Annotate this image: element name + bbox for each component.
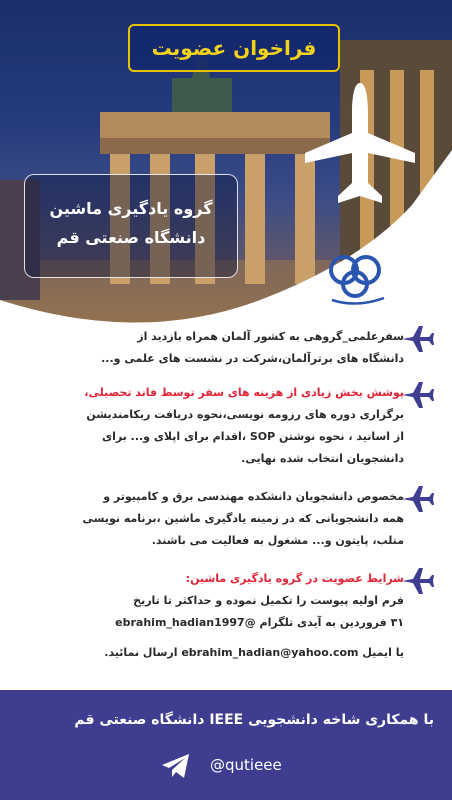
item-1 [8,326,404,370]
item-1-line-1: سفرعلمی_گروهی به کشور آلمان همراه بازدید از [137,330,404,343]
page-title: فراخوان عضویت [128,24,340,72]
airplane-icon [400,380,434,410]
item-2 [8,382,404,470]
item-2-line-2: از اساتید ، نحوه نوشتن SOP ،اقدام برای اپلای و... برای [101,430,404,443]
item-2-line-3: دانشجویان انتخاب شده نهایی. [241,452,404,465]
group-info-box [24,174,238,278]
item-3-line-2: همه دانشجویانی که در زمینه یادگیری ماشین ،برنامه نویسی [82,512,404,525]
item-2-highlight: پوشش بخش زیادی از هزینه های سفر توسط فاند تحصیلی، [84,386,404,399]
item-4-line-2: ۳۱ فروردین به آیدی تلگرام @ebrahim_hadian1997 [115,616,404,629]
item-3-line-1: مخصوص دانشجویان دانشکده مهندسی برق و کامپیوتر و [103,490,404,503]
airplane-icon [400,566,434,596]
university-logo [322,250,392,310]
item-4-line-1: فرم اولیه پیوست را تکمیل نموده و حداکثر تا تاریخ [133,594,404,607]
item-4-line-3: یا ایمیل ebrahim_hadian@yahoo.com ارسال نمائید. [104,646,404,659]
item-4 [8,568,404,664]
university-name: دانشگاه صنعتی قم [56,228,206,247]
item-3 [8,486,404,552]
footer-banner [0,690,452,800]
airplane-icon [400,484,434,514]
telegram-handle[interactable]: @qutieee [210,756,282,774]
airplane-icon [400,324,434,354]
item-3-line-3: متلب، پایتون و... مشغول به فعالیت می باشند. [151,534,404,547]
telegram-icon[interactable] [160,750,192,782]
group-name: گروه یادگیری ماشین [49,199,213,218]
item-2-line-1: برگزاری دوره های رزومه نویسی،نحوه دریافت ریکامندیشن [86,408,404,421]
airplane-icon [300,78,420,218]
footer-text: با همکاری شاخه دانشجویی IEEE دانشگاه صنعتی قم [74,712,434,728]
item-4-highlight: شرایط عضویت در گروه یادگیری ماشین: [185,572,404,585]
item-1-line-2: دانشگاه های برترآلمان،شرکت در نشست های علمی و... [101,352,404,365]
